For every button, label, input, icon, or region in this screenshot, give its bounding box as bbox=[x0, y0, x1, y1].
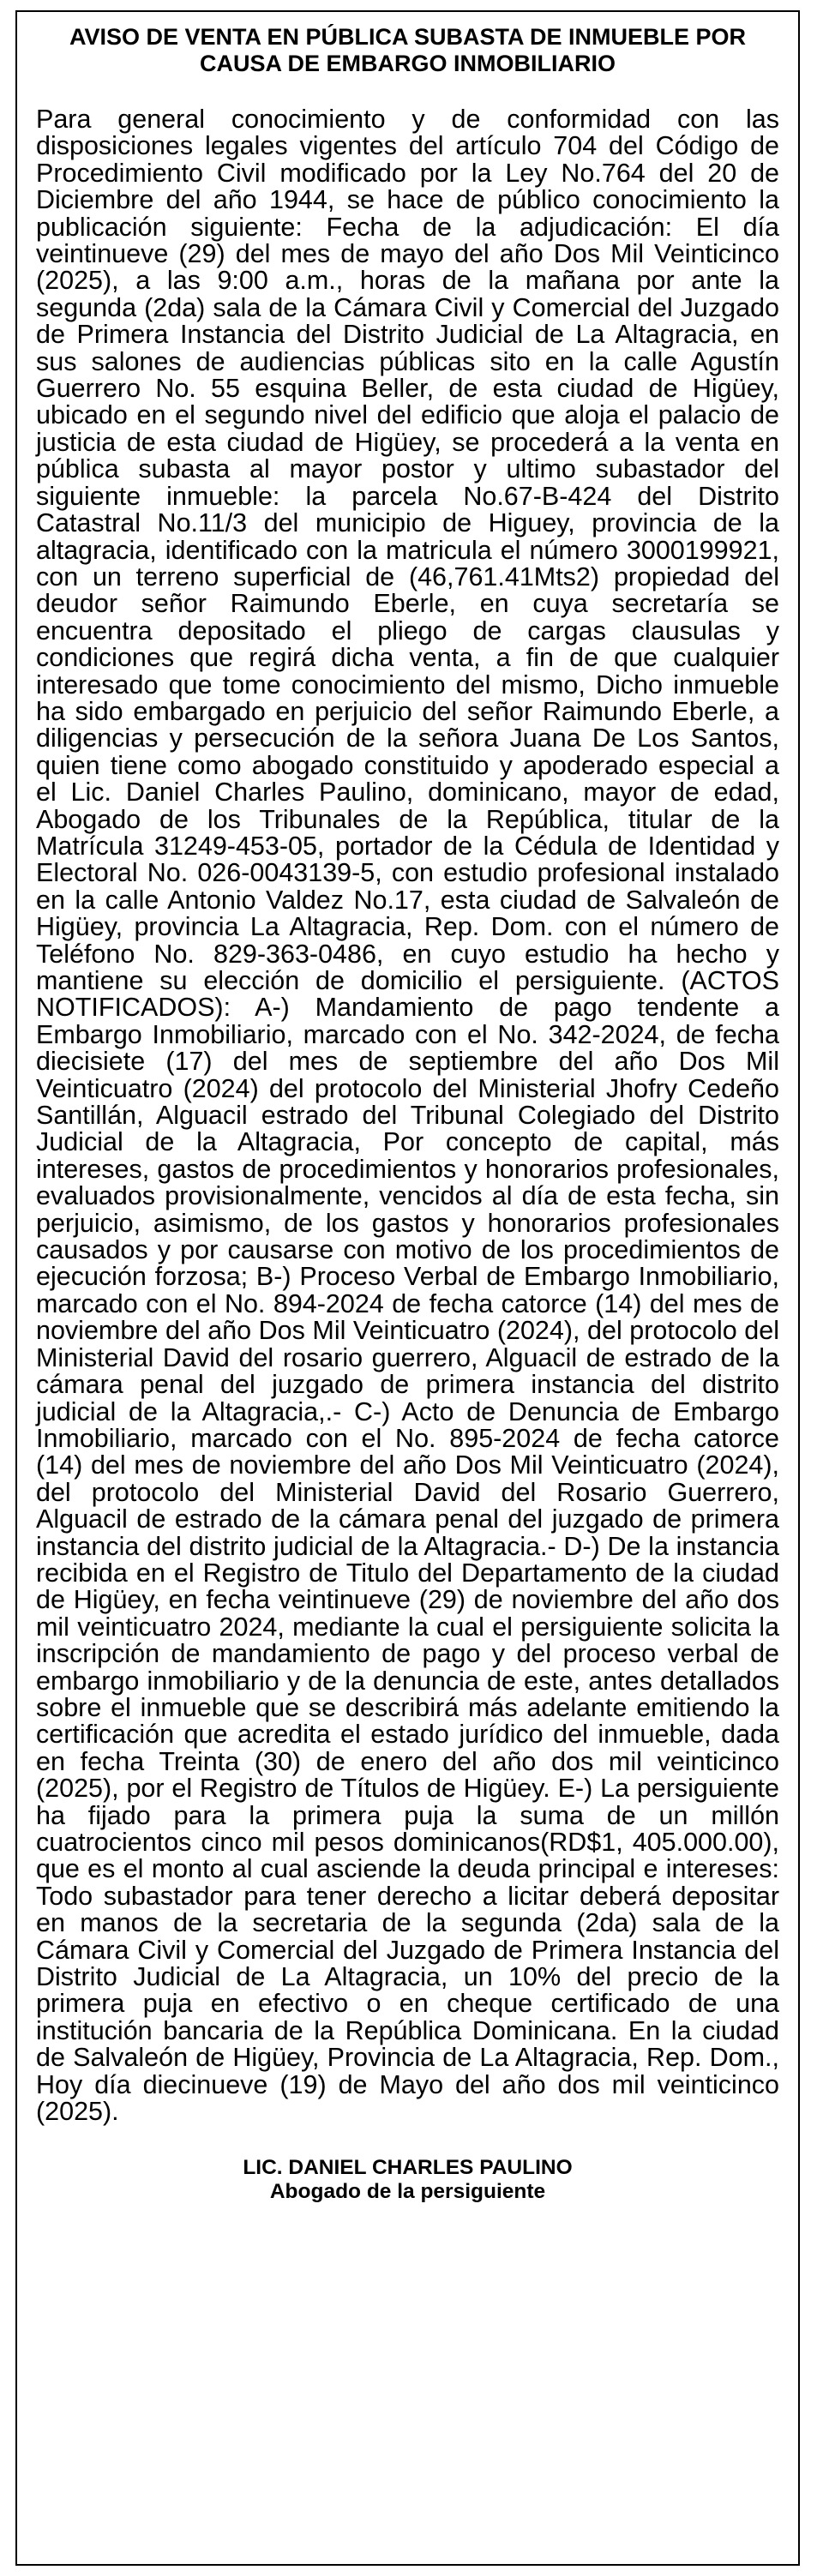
signature-block bbox=[17, 2156, 798, 2204]
signature-role: Abogado de la persiguiente bbox=[269, 2180, 546, 2204]
notice-title bbox=[39, 24, 776, 77]
notice-body: Para general conocimiento y de conformidad con las disposiciones legales vigentes del artículo 704 del Código de Procedimiento Civil modificado por la Ley No.764 del 20 de Diciembre del año 1944, se hace de público conocimiento la publicación siguiente: Fecha de la adjudicación: El día veintinueve (29) del mes de mayo del año Dos Mil Veinticinco (2025), a las 9:00 a.m., horas de la mañana por ante la segunda (2da) sala de la Cámara Civil y Comercial del Juzgado de Primera Instancia del Distrito Judicial de La Altagracia, en sus salones de audiencias públicas sito en la calle Agustín Guerrero No. 55 esquina Beller, de esta ciudad de Higüey, ubicado en el segundo nivel del edificio que aloja el palacio de justicia de esta ciudad de Higüey, se procederá a la venta en pública subasta al mayor postor y ultimo subastador del siguiente inmueble: la parcela No.67-B-424 del Distrito Catastral No.11/3 del municipio de Higuey, provincia de la altagracia, identificado con la matricula el número 3000199921, con un terreno superficial de (46,761.41Mts2) propiedad del deudor señor Raimundo Eberle, en cuya secretaría se encuentra depositado el pliego de cargas clausulas y condiciones que regirá dicha venta, a fin de que cualquier interesado que tome conocimiento del mismo, Dicho inmueble ha sido embargado en perjuicio del señor Raimundo Eberle, a diligencias y persecución de la señora Juana De Los Santos, quien tiene como abogado constituido y apoderado especial a el Lic. Daniel Charles Paulino, dominicano, mayor de edad, Abogado de los Tribunales de la República, titular de la Matrícula 31249-453-05, portador de la Cédula de Identidad y Electoral No. 026-0043139-5, con estudio profesional instalado en la calle Antonio Valdez No.17, esta ciudad de Salvaleón de Higüey, provincia La Altagracia, Rep. Dom. con el número de Teléfono No. 829-363-0486, en cuyo estudio ha hecho y mantiene su elección de domicilio el persiguiente. (ACTOS NOTIFICADOS): A-) Mandamiento de pago tendente a Embargo Inmobiliario, marcado con el No. 342-2024, de fecha diecisiete (17) del mes de septiembre del año Dos Mil Veinticuatro (2024) del protocolo del Ministerial Jhofry Cedeño Santillán, Alguacil estrado del Tribunal Colegiado del Distrito Judicial de la Altagracia, Por concepto de capital, más intereses, gastos de procedimientos y honorarios profesionales, evaluados provisionalmente, vencidos al día de esta fecha, sin perjuicio, asimismo, de los gastos y honorarios profesionales causados y por causarse con motivo de los procedimientos de ejecución forzosa; B-) Proceso Verbal de Embargo Inmobiliario, marcado con el No. 894-2024 de fecha catorce (14) del mes de noviembre del año Dos Mil Veinticuatro (2024), del protocolo del Ministerial David del rosario guerrero, Alguacil de estrado de la cámara penal del juzgado de primera instancia del distrito judicial de la Altagracia,.- C-) Acto de Denuncia de Embargo Inmobiliario, marcado con el No. 895-2024 de fecha catorce (14) del mes de noviembre del año Dos Mil Veinticuatro (2024), del protocolo del Ministerial David del Rosario Guerrero, Alguacil de estrado de la cámara penal del juzgado de primera instancia del distrito judicial de la Altagracia.- D-) De la instancia recibida en el Registro de Titulo del Departamento de la ciudad de Higüey, en fecha veintinueve (29) de noviembre del año dos mil veinticuatro 2024, mediante la cual el persiguiente solicita la inscripción de mandamiento de pago y del proceso verbal de embargo inmobiliario y de la denuncia de este, antes detallados sobre el inmueble que se describirá más adelante emitiendo la certificación que acredita el estado jurídico del inmueble, dada en fecha Treinta (30) de enero del año dos mil veinticinco (2025), por el Registro de Títulos de Higüey. E-) La persiguiente ha fijado para la primera puja la suma de un millón cuatrocientos cinco mil pesos dominicanos(RD$1, 405.000.00), que es el monto al cual asciende la deuda principal e intereses: Todo subastador para tener derecho a licitar deberá depositar en manos de la secretaria de la segunda (2da) sala de la Cámara Civil y Comercial del Juzgado de Primera Instancia del Distrito Judicial de La Altagracia, un 10% del precio de la primera puja en efectivo o en cheque certificado de una institución bancaria de la República Dominicana. En la ciudad de Salvaleón de Higüey, Provincia de La Altagracia, Rep. Dom., Hoy día diecinueve (19) de Mayo del año dos mil veinticinco (2025). bbox=[36, 105, 779, 2127]
notice-title-line-1: AVISO DE VENTA EN PÚBLICA SUBASTA DE INMUEBLE POR bbox=[69, 24, 747, 50]
signature-name: LIC. DANIEL CHARLES PAULINO bbox=[243, 2156, 573, 2180]
notice-box bbox=[15, 10, 800, 2566]
notice-title-line-2: CAUSA DE EMBARGO INMOBILIARIO bbox=[200, 51, 616, 76]
